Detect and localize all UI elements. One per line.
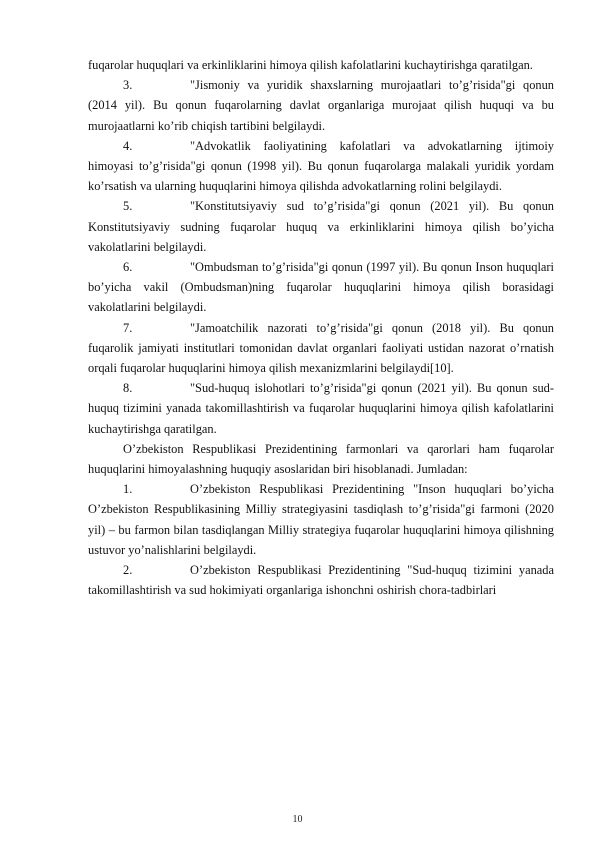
item-number: 2.	[123, 563, 133, 578]
item-number: 4.	[123, 138, 133, 153]
item-number: 1.	[123, 482, 133, 497]
item-number: 7.	[123, 320, 133, 335]
list-item	[88, 196, 554, 257]
list-item	[88, 257, 554, 318]
item-text: "Jismoniy va yuridik shaxslarning murojaatlari to’g’risida"gi qonun (2014 yil). Bu qonun fuqarolarning davlat organlariga murojaat qilish huquqi va bu murojaatlarni ko’rib chiqish tartibini belgilaydi.	[88, 78, 554, 133]
laws-list	[88, 75, 554, 439]
list-item	[88, 318, 554, 379]
list-item	[88, 75, 554, 136]
item-text: "Sud-huquq islohotlari to’g’risida"gi qonun (2021 yil). Bu qonun sud-huquq tizimini yanada takomillashtirish va fuqarolar huquqlarini himoya qilish kafolatlarini kuchaytirishga qaratilgan.	[88, 381, 554, 436]
list-item	[88, 136, 554, 197]
decrees-intro-paragraph: O’zbekiston Respublikasi Prezidentining farmonlari va qarorlari ham fuqarolar huquqlarini himoyalashning huquqiy asoslaridan biri hisoblanadi. Jumladan:	[88, 441, 554, 477]
decrees-list	[88, 479, 554, 600]
item-text: "Konstitutsiyaviy sud to’g’risida"gi qonun (2021 yil). Bu qonun Konstitutsiyaviy sudning fuqarolar huquq va erkinliklarini himoya qilish bo’yicha vakolatlarini belgilaydi.	[88, 199, 554, 254]
document-page	[88, 55, 554, 600]
item-text: O’zbekiston Respublikasi Prezidentining "Sud-huquq tizimini yanada takomillashtirish va sud hokimiyati organlariga ishonchni oshirish chora-tadbirlari	[88, 563, 554, 598]
item-number: 5.	[123, 199, 133, 214]
list-item	[88, 560, 554, 600]
item-text: "Jamoatchilik nazorati to’g’risida"gi qonun (2018 yil). Bu qonun fuqarolik jamiyati institutlari tomonidan davlat organlari faoliyati ustidan nazorat o’rnatish orqali fuqarolar huquqlarini himoya qilish mexanizmlarini belgilaydi[10].	[88, 320, 554, 376]
item-text: "Ombudsman to’g’risida"gi qonun (1997 yil). Bu qonun Inson huquqlari bo’yicha vakil (Ombudsman)ning fuqarolar huquqlarini himoya qilish borasidagi vakolatlarini belgilaydi.	[88, 260, 554, 315]
list-item	[88, 479, 554, 560]
item-number: 8.	[123, 381, 133, 396]
page-number: 10	[292, 814, 303, 825]
item-number: 3.	[123, 78, 133, 93]
item-text: O’zbekiston Respublikasi Prezidentining "Inson huquqlari bo’yicha O’zbekiston Respublikasining Milliy strategiyasini tasdiqlash to’g’risida"gi farmoni (2020 yil) – bu farmon bilan tasdiqlangan Milliy strategiya fuqarolar huquqlarini himoya qilishning ustuvor yo’nalishlarini belgilaydi.	[88, 482, 554, 557]
item-number: 6.	[123, 260, 133, 275]
continuation-paragraph: fuqarolar huquqlari va erkinliklarini himoya qilish kafolatlarini kuchaytirishga qaratilgan.	[88, 58, 533, 72]
list-item	[88, 378, 554, 439]
item-text: "Advokatlik faoliyatining kafolatlari va advokatlarning ijtimoiy himoyasi to’g’risida"gi qonun (1998 yil). Bu qonun fuqarolarga malakali yuridik yordam ko’rsatish va ularning huquqlarini himoya qilishda advokatlarning rolini belgilaydi.	[88, 138, 554, 194]
